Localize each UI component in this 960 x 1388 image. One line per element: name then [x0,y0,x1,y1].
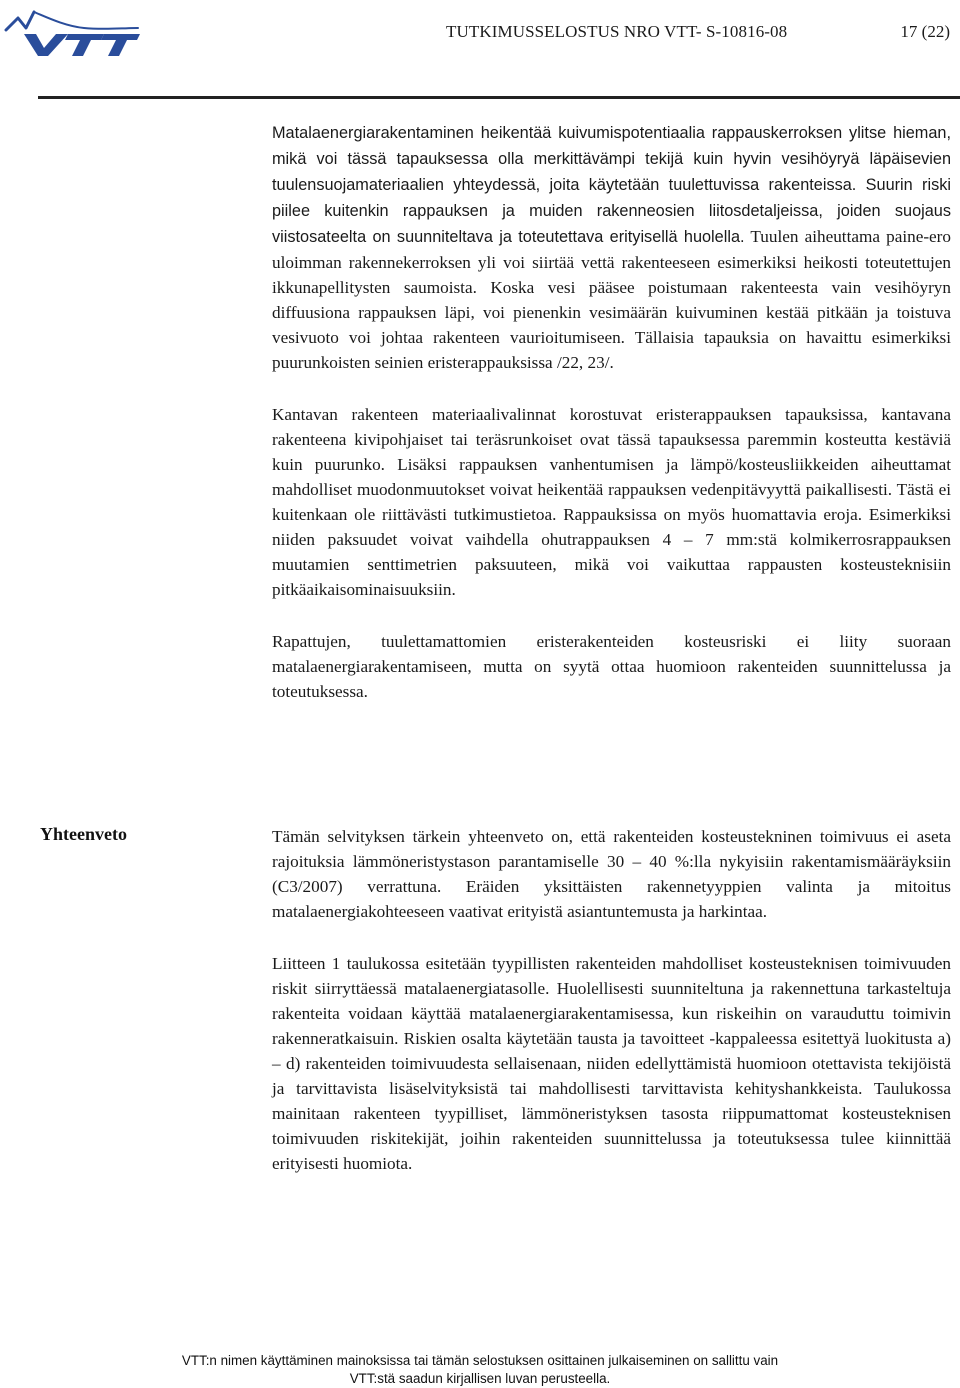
summary-paragraph-2: Liitteen 1 taulukossa esitetään tyypillisten rakenteiden mahdolliset kosteusteknisen toimivuuden riskit siirryttäessä matalaenergiatasolle. Huolellisesti suunniteltuna ja rakennettuna tarkasteltuja rakenteita voidaan käyttää matalaenergiarakentamisessa, kun riskeihin on varauduttu toimivin rakenneratkaisuin. Riskien osalta käytetään tausta ja tavoitteet -kappaleessa esitettyä luokitusta a) – d) rakenteiden toimivuudesta sellaisenaan, niiden edellyttämistä huomioon otettavista tekijöistä ja tarvittavista lisäselvityksistä tai mahdollisesti tarvittavista kehityshankkeista. Taulukossa mainitaan rakenteen tyypilliset, lämmöneristyksen tasosta riippumattomat kosteusteknisen toimivuuden riskitekijät, joihin rakenteiden suunnittelussa ja toteutuksessa tulee kiinnittää erityisesti huomiota. [272,954,951,1173]
page-header [0,0,960,100]
header-divider [38,96,960,99]
page-number: 17 (22) [900,22,950,41]
paragraph-1-serif-part: Tuulen aiheuttama paine-ero uloimman rakennekerroksen yli voi siirtää vettä rakenteeseen esimerkiksi heikosti toteutettujen ikkunapellitysten saumoista. Koska vesi pääsee poistumaan rakenteesta vain vesihöyryn diffuusiona rappauksen läpi, voi pienenkin vesimäärän kuivuminen kestää pitkään ja toistuva vesivuoto voi johtaa rakenteen vaurioitumiseen. Tällaisia tapauksia on havaittu esimerkiksi puurunkoisten seinien eristerappauksissa /22, 23/. [272,227,951,372]
footer-line-1: VTT:n nimen käyttäminen mainoksissa tai tämän selostuksen osittainen julkaiseminen on sallittu vain [181,1353,779,1368]
main-content [272,120,951,704]
page-footer [0,1352,960,1388]
paragraph-3: Rapattujen, tuulettamattomien eristerakenteiden kosteusriski ei liity suoraan matalaenergiarakentamiseen, mutta on syytä ottaa huomioon rakenteiden suunnittelussa ja toteutuksessa. [272,632,951,701]
summary-heading: Yhteenveto [40,824,127,844]
summary-paragraph-1: Tämän selvityksen tärkein yhteenveto on, että rakenteiden kosteustekninen toimivuus ei aseta rajoituksia lämmöneristystason parantamiselle 30 – 40 %:lla nykyisiin rakentamismääräyksiin (C3/2007) verrattuna. Eräiden yksittäisten rakennetyyppien valinta ja mitoitus matalaenergiakohteeseen vaativat erityistä asiantuntemusta ja harkintaa. [272,827,951,921]
footer-line-2: VTT:stä saadun kirjallisen luvan perusteella. [349,1371,611,1386]
paragraph-1 [272,120,951,375]
vtt-logo-graphic [4,6,140,58]
vtt-logo [4,6,140,58]
paragraph-1-sans-part: Matalaenergiarakentaminen heikentää kuivumispotentiaalia rappauskerroksen ylitse hieman, mikä voi tässä tapauksessa olla merkittävämpi tekijä kuin hyvin vesihöyryä läpäisevien tuulensuojamateriaalien yhteydessä, joita käytetään tuulettuvissa rakenteissa. Suurin riski piilee kuitenkin rappauksen ja muiden rakenneosien liitosdetaljeissa, joiden suojaus viistosateelta on suunniteltava ja toteutettava erityisellä huolella. [272,124,951,246]
paragraph-2: Kantavan rakenteen materiaalivalinnat korostuvat eristerappauksen tapauksissa, kantavana rakenteena kivipohjaiset tai teräsrunkoiset ovat tässä tapauksessa paremmin kosteutta kestäviä kuin puurunko. Lisäksi rappauksen vanhentumisen ja lämpö/kosteusliikkeiden aiheuttamat mahdolliset muodonmuutokset voivat heikentää rappauksen vedenpitävyyttä paikallisesti. Tästä ei kuitenkaan ole riittävästi tutkimustietoa. Rappauksissa on myös huomattavia eroja. Esimerkiksi niiden paksuudet voivat vaihdella ohutrappauksen 4 – 7 mm:stä kolmikerrosrappauksen muutamien senttimetrien paksuuteen, mikä voi vaikuttaa rappausten kosteusteknisiin pitkäaikaisominaisuuksiin. [272,405,951,599]
report-id: TUTKIMUSSELOSTUS NRO VTT- S-10816-08 [446,22,788,41]
summary-section [272,824,951,1176]
